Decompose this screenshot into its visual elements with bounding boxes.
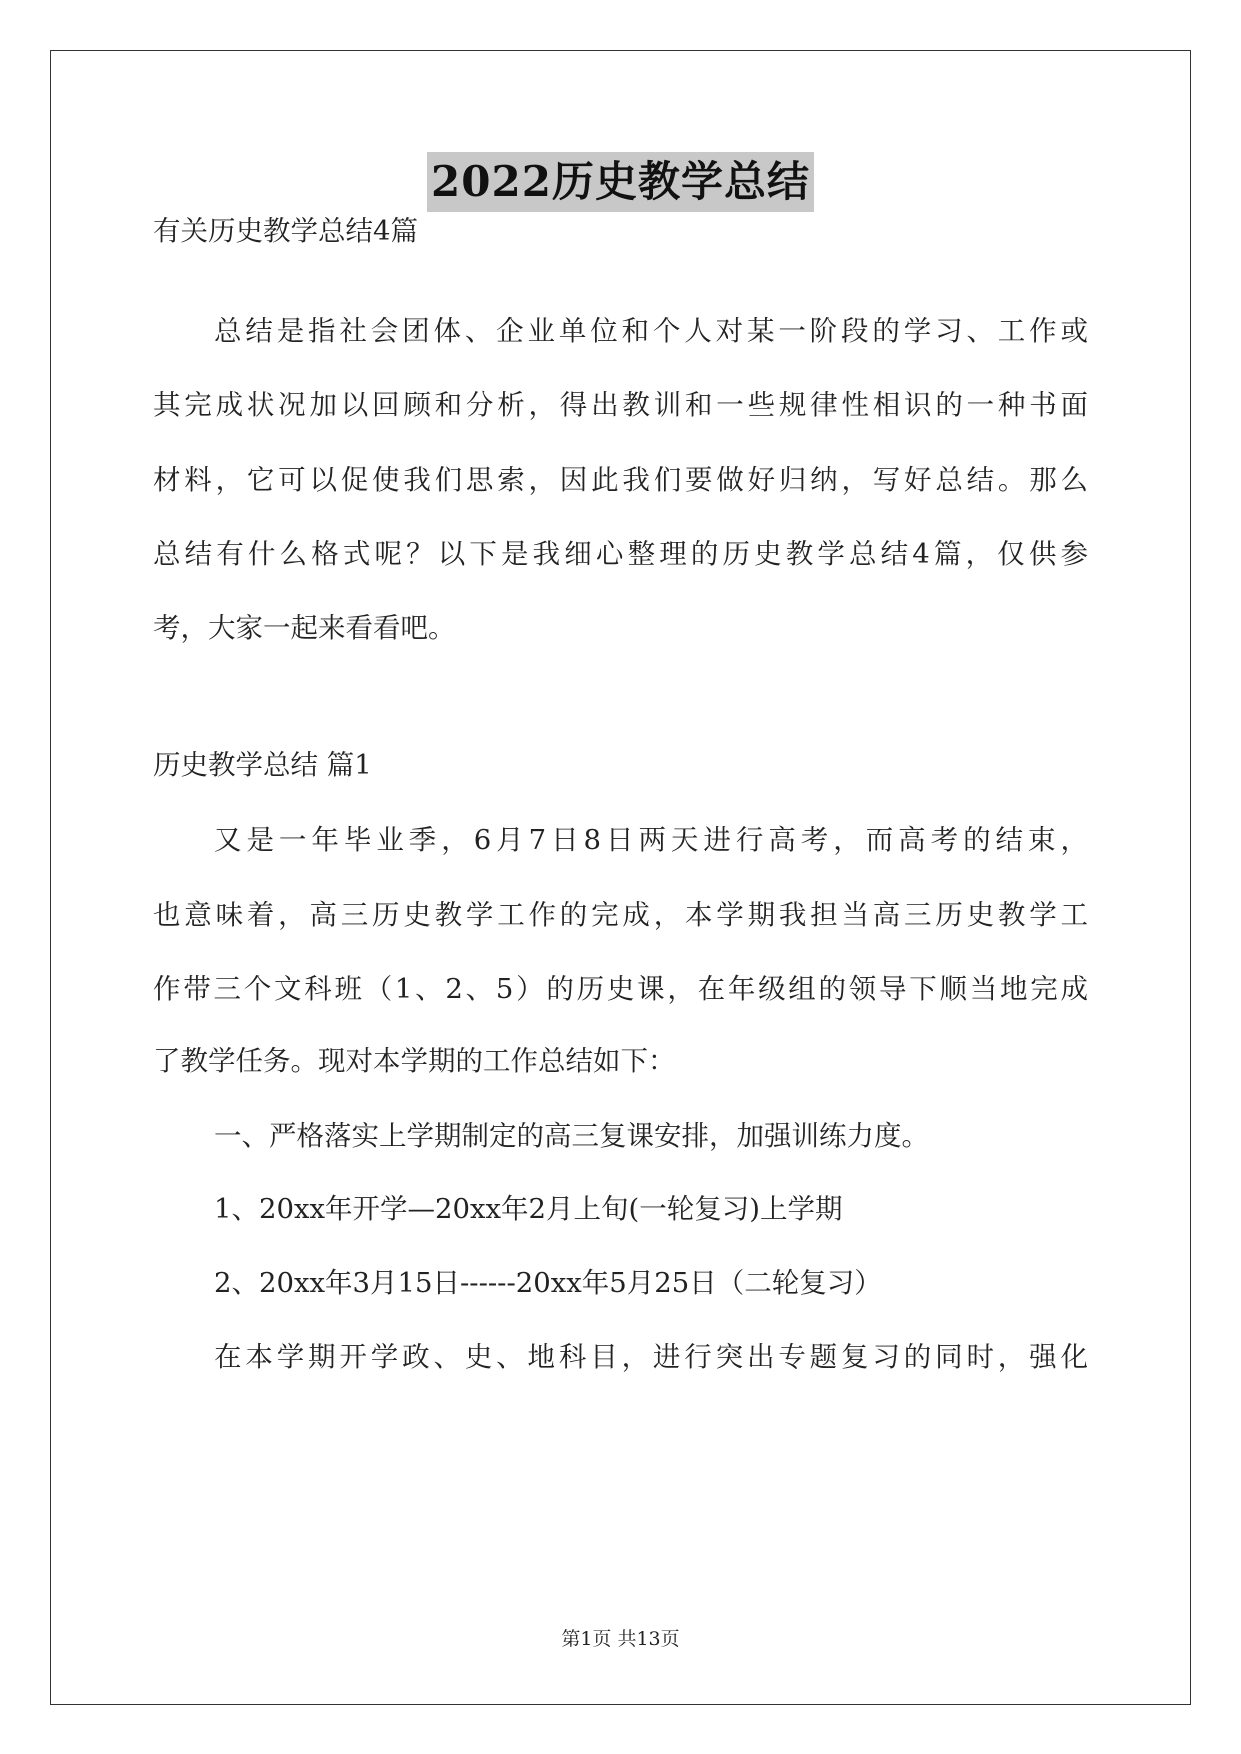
body-line-5: 一、严格落实上学期制定的高三复课安排，加强训练力度。 [214, 1120, 929, 1152]
body-line-3: 作带三个文科班（1、2、5）的历史课，在年级组的领导下顺当地完成 [153, 973, 1088, 1005]
page-footer: 第1页 共13页 [561, 1628, 680, 1650]
intro-line-4: 总结有什么格式呢？以下是我细心整理的历史教学总结4篇，仅供参 [153, 538, 1088, 570]
subtitle: 有关历史教学总结4篇 [153, 215, 418, 247]
intro-line-2: 其完成状况加以回顾和分析，得出教训和一些规律性相识的一种书面 [153, 389, 1088, 421]
body-line-7: 2、20xx年3月15日------20xx年5月25日（二轮复习） [214, 1267, 882, 1299]
intro-line-1: 总结是指社会团体、企业单位和个人对某一阶段的学习、工作或 [214, 315, 1088, 347]
body-line-6: 1、20xx年开学—20xx年2月上旬(一轮复习)上学期 [214, 1193, 843, 1225]
title-container [0, 152, 1241, 212]
body-line-4: 了教学任务。现对本学期的工作总结如下： [153, 1045, 676, 1077]
document-title: 2022历史教学总结 [427, 152, 814, 212]
intro-line-3: 材料，它可以促使我们思索，因此我们要做好归纳，写好总结。那么 [153, 464, 1088, 496]
intro-line-5: 考，大家一起来看看吧。 [153, 612, 456, 644]
body-line-1: 又是一年毕业季，6月7日8日两天进行高考，而高考的结束， [214, 824, 1088, 856]
page-border [50, 50, 1191, 1705]
body-line-2: 也意味着，高三历史教学工作的完成，本学期我担当高三历史教学工 [153, 899, 1088, 931]
section-heading: 历史教学总结 篇1 [153, 749, 372, 781]
body-line-8: 在本学期开学政、史、地科目，进行突出专题复习的同时，强化 [214, 1341, 1088, 1373]
